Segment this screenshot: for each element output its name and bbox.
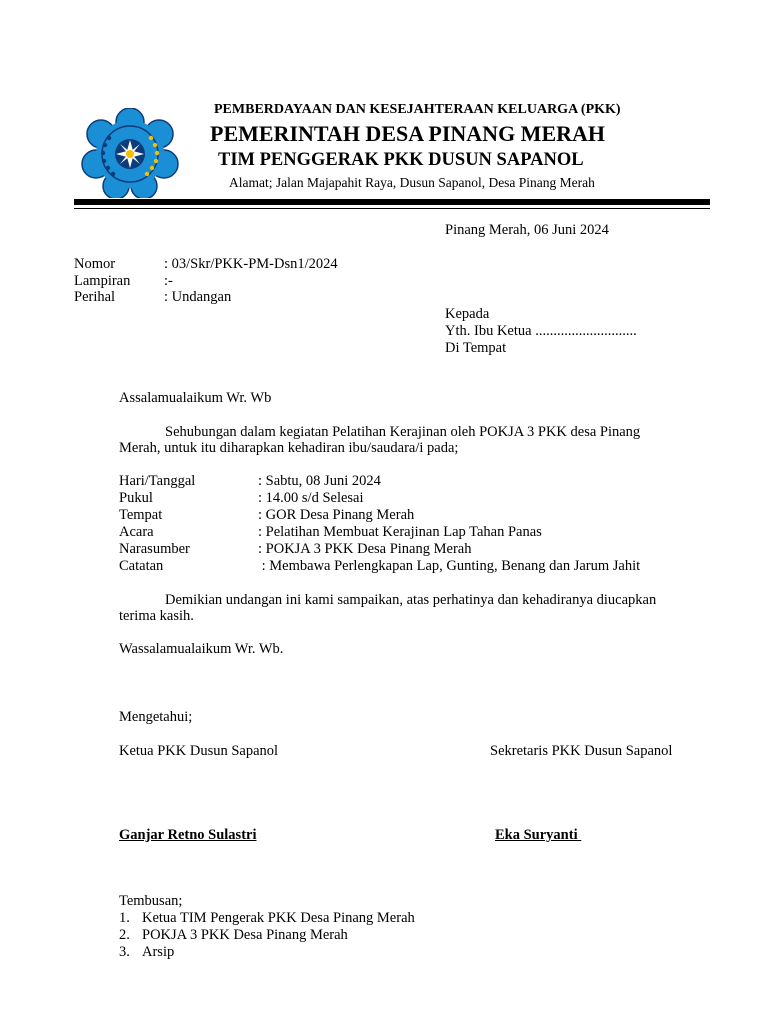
detail-value-time: : 14.00 s/d Selesai <box>258 490 364 506</box>
detail-value-speaker: : POKJA 3 PKK Desa Pinang Merah <box>258 541 472 557</box>
cc-title: Tembusan; <box>119 893 183 909</box>
greeting: Assalamualaikum Wr. Wb <box>119 390 272 406</box>
cc-number-3: 3. <box>119 944 130 960</box>
meta-value-lampiran: :- <box>164 273 173 289</box>
signer-left-name: Ganjar Retno Sulastri <box>119 827 257 843</box>
meta-label-perihal: Perihal <box>74 289 116 305</box>
closing-line-2: terima kasih. <box>119 608 194 624</box>
intro-line-1: Sehubungan dalam kegiatan Pelatihan Kerajinan oleh POKJA 3 PKK desa Pinang <box>165 424 641 440</box>
letterhead-org: PEMBERDAYAAN DAN KESEJAHTERAAN KELUARGA (PKK) <box>214 102 621 117</box>
acknowledged-label: Mengetahui; <box>119 709 193 725</box>
detail-value-note: : Membawa Perlengkapan Lap, Gunting, Benang dan Jarum Jahit <box>258 558 641 574</box>
cc-item-1: Ketua TIM Pengerak PKK Desa Pinang Merah <box>142 910 415 926</box>
intro-line-2: Merah, untuk itu diharapkan kehadiran ibu/saudara/i pada; <box>119 440 459 456</box>
meta-label-lampiran: Lampiran <box>74 273 131 289</box>
detail-label-place: Tempat <box>119 507 163 523</box>
meta-value-nomor: : 03/Skr/PKK-PM-Dsn1/2024 <box>164 256 338 272</box>
letterhead-address: Alamat; Jalan Majapahit Raya, Dusun Sapanol, Desa Pinang Merah <box>229 175 595 190</box>
header-divider-thin <box>74 208 710 209</box>
cc-number-2: 2. <box>119 927 130 943</box>
signer-right-title: Sekretaris PKK Dusun Sapanol <box>490 743 673 759</box>
detail-label-note: Catatan <box>119 558 164 574</box>
detail-value-event: : Pelatihan Membuat Kerajinan Lap Tahan Panas <box>258 524 542 540</box>
closing-line-1: Demikian undangan ini kami sampaikan, atas perhatinya dan kehadiranya diucapkan <box>165 592 657 608</box>
cc-item-2: POKJA 3 PKK Desa Pinang Merah <box>142 927 348 943</box>
cc-item-3: Arsip <box>142 944 175 960</box>
meta-label-nomor: Nomor <box>74 256 116 272</box>
recipient-kepada: Kepada <box>445 306 490 322</box>
detail-label-event: Acara <box>119 524 154 540</box>
cc-number-1: 1. <box>119 910 130 926</box>
detail-value-date: : Sabtu, 08 Juni 2024 <box>258 473 381 489</box>
recipient-place: Di Tempat <box>445 340 507 356</box>
detail-label-date: Hari/Tanggal <box>119 473 196 489</box>
place-date: Pinang Merah, 06 Juni 2024 <box>445 222 609 238</box>
recipient-name: Yth. Ibu Ketua ............................ <box>445 323 637 339</box>
meta-value-perihal: : Undangan <box>164 289 232 305</box>
letterhead-government: PEMERINTAH DESA PINANG MERAH <box>210 121 606 146</box>
detail-label-time: Pukul <box>119 490 153 506</box>
signer-right-name: Eka Suryanti <box>495 827 582 843</box>
detail-label-speaker: Narasumber <box>119 541 190 557</box>
pkk-emblem-icon <box>80 108 180 198</box>
header-divider <box>74 199 710 205</box>
signer-left-title: Ketua PKK Dusun Sapanol <box>119 743 279 759</box>
detail-value-place: : GOR Desa Pinang Merah <box>258 507 415 523</box>
closing-salutation: Wassalamualaikum Wr. Wb. <box>119 641 284 657</box>
letterhead-team: TIM PENGGERAK PKK DUSUN SAPANOL <box>218 150 584 170</box>
